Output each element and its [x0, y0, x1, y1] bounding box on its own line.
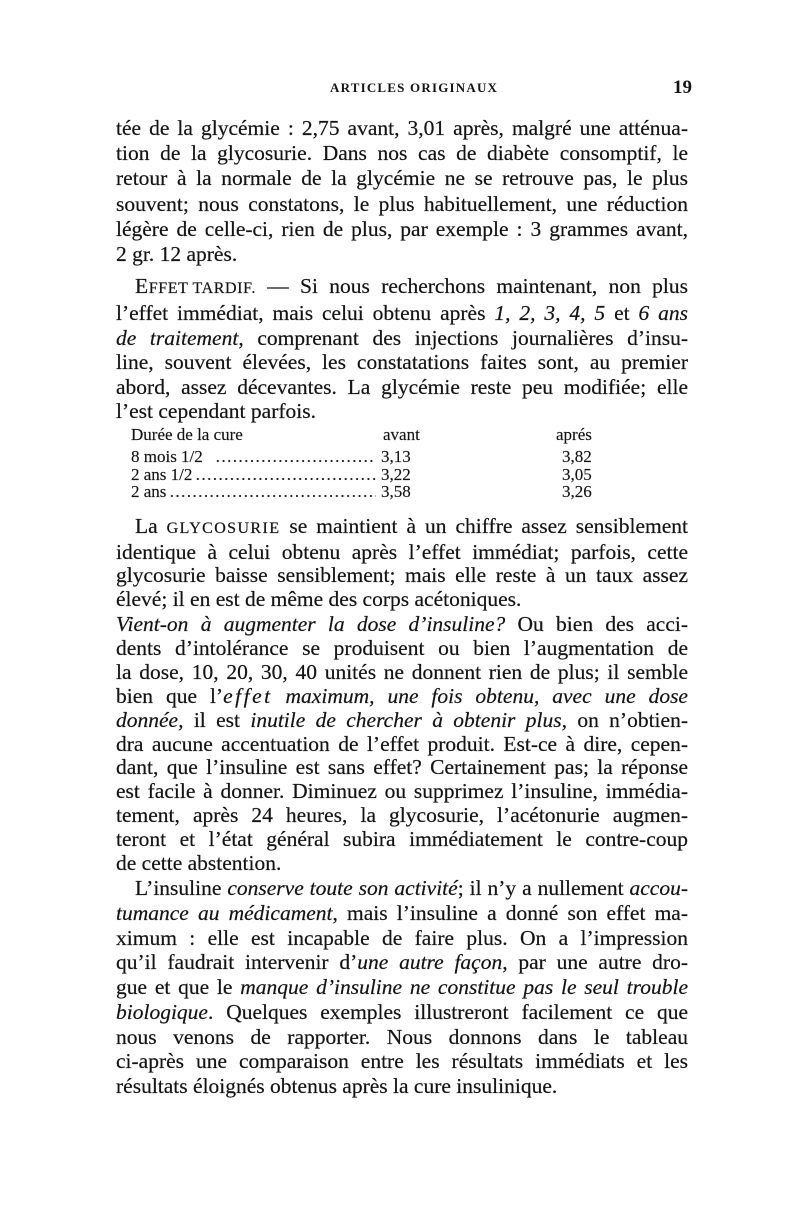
text-run: l’effet immédiat, mais celui obtenu après — [116, 301, 495, 326]
cell-duration — [131, 466, 381, 484]
cell-after: 3,05 — [562, 464, 592, 484]
table-row — [131, 466, 622, 484]
italic-text-run: 6 ans — [638, 301, 688, 326]
text-line: tement, après 24 heures, la glycosurie, l’acétonurie augmen- — [116, 803, 688, 828]
text-run: , mais l’insuline a donné son effet ma- — [332, 900, 689, 925]
dot-leader — [215, 448, 376, 466]
text-run: , comprenant des injections journalières d’insu- — [238, 325, 688, 350]
text-line: teront et l’état général subira immédiatement le contre-coup — [116, 827, 688, 852]
text-run: — Si nous recherchons maintenant, non plus — [255, 274, 688, 298]
text-line: abord, assez décevantes. La glycémie reste peu modifiée; elle — [116, 374, 688, 399]
text-line: résultats éloignés obtenus après la cure insulinique. — [116, 1074, 558, 1098]
italic-text-run: accou- — [629, 876, 688, 900]
text-line: line, souvent élevées, les constatations faites sont, au premier — [116, 350, 688, 375]
cell-before: 3,13 — [381, 447, 411, 466]
text-line: dant, que l’insuline est sans effet? Certainement pas; la réponse — [116, 755, 688, 780]
italic-text-run: manque d’insuline ne constitue pas le seul trouble — [240, 975, 688, 999]
paragraph-glycosurie — [116, 515, 688, 612]
text-line: retour à la normale de la glycémie ne se retrouve pas, le plus — [116, 166, 688, 191]
text-run: bien que l’ — [116, 683, 224, 708]
text-line — [116, 975, 688, 1000]
duration-label: 2 ans — [131, 482, 167, 501]
text-line: identique à celui obtenu après l’effet immédiat; parfois, cette — [116, 539, 688, 564]
text-line: est facile à donner. Diminuez ou supprimez l’insuline, immédia- — [116, 779, 688, 804]
text-line — [116, 876, 688, 901]
italic-text-run: biologique — [116, 999, 208, 1024]
cell-after: 3,82 — [562, 447, 592, 466]
text-line: la dose, 10, 20, 30, 40 unités ne donnent rien de plus; il semble — [116, 659, 688, 684]
text-run: se maintient à un chiffre assez sensiblement — [280, 514, 688, 538]
italic-text-run: tumance au médicament — [116, 900, 333, 925]
italic-text-run: maximum, une fois obtenu, avec une dose — [272, 683, 688, 708]
running-title: ARTICLES ORIGINAUX — [330, 80, 499, 95]
text-line: de cette abstention. — [116, 851, 282, 876]
text-run: ; il n’y a nullement — [457, 876, 630, 900]
small-caps-text-run: GLYCOSURIE — [166, 520, 281, 537]
italic-text-run: de traitement — [116, 325, 239, 350]
text-line — [116, 613, 688, 637]
cell-before: 3,22 — [381, 464, 411, 484]
text-line — [116, 709, 688, 733]
text-run: Ou bien des acci- — [505, 612, 689, 636]
text-line: 2 gr. 12 après. — [116, 242, 238, 267]
section-run-in-heading: EFFET TARDIF. — [135, 274, 256, 298]
text-line: élevé; il en est de même des corps acétoniques. — [116, 587, 522, 612]
cell-duration — [131, 483, 381, 501]
header-duration: Durée de la cure — [131, 425, 243, 444]
text-line: glycosurie baisse sensiblement; mais elle reste à un taux assez — [116, 563, 688, 588]
italic-text-run: donnée, — [116, 707, 184, 732]
text-line — [116, 950, 688, 975]
duration-label: 2 ans 1/2 — [131, 464, 193, 484]
text-line: dents d’intolérance se produisent ou bien l’augmentation de — [116, 635, 688, 660]
text-run: L’insuline — [135, 876, 228, 900]
text-run: , par une autre dro- — [502, 950, 688, 975]
text-line: nous venons de rapporter. Nous donnons dans le tableau — [116, 1024, 688, 1049]
italic-text-run: Vient-on à augmenter la dose d’insuline? — [116, 612, 506, 636]
text-run: . Quelques exemples illustreront facilement ce que — [207, 999, 688, 1024]
table-row — [131, 483, 622, 501]
text-line — [116, 301, 688, 325]
text-line — [116, 1000, 688, 1025]
italic-spaced-text-run: effet — [223, 683, 273, 708]
text-line — [116, 515, 688, 541]
text-line: dra aucune accentuation de l’effet produit. Est-ce à dire, cepen- — [116, 731, 688, 756]
text-line — [116, 274, 688, 301]
duration-label: 8 mois 1/2 — [131, 447, 203, 466]
dot-leader — [195, 466, 376, 484]
table-row — [131, 448, 622, 466]
paragraph-continuation — [116, 116, 688, 267]
text-line: tion de la glycosurie. Dans nos cas de diabète consomptif, le — [116, 141, 688, 166]
header-before: avant — [383, 425, 420, 444]
text-line — [116, 685, 688, 709]
italic-text-run: 1, 2, 3, 4, 5 — [494, 301, 606, 326]
italic-text-run: une autre façon — [357, 950, 503, 975]
text-line — [116, 901, 688, 926]
table-header — [131, 426, 622, 444]
text-line: légère de celle-ci, rien de plus, par exemple : 3 grammes avant, — [116, 216, 688, 241]
text-run: La — [135, 514, 167, 538]
text-line — [116, 326, 688, 350]
text-line: tée de la glycémie : 2,75 avant, 3,01 après, malgré une atténua- — [116, 116, 688, 140]
italic-text-run: inutile de chercher à obtenir plus, — [250, 707, 567, 732]
text-run: il est — [183, 707, 251, 732]
dot-leader — [169, 483, 376, 501]
text-line: ci-après une comparaison entre les résultats immédiats et les — [116, 1049, 688, 1074]
header-after: aprés — [556, 425, 592, 444]
text-run: gue et que le — [116, 975, 241, 999]
cell-after: 3,26 — [562, 482, 592, 501]
paragraph-activite-insuline — [116, 876, 688, 1099]
text-run: et — [605, 301, 639, 326]
text-line: l’est cependant parfois. — [116, 399, 316, 424]
paragraph-effet-tardif — [116, 274, 688, 423]
glycemia-table — [131, 426, 622, 501]
italic-text-run: conserve toute son activité — [227, 876, 458, 900]
text-run: qu’il faudrait intervenir d’ — [116, 950, 358, 975]
cell-before: 3,58 — [381, 482, 411, 501]
paragraph-dose-insuline — [116, 613, 688, 876]
page-number: 19 — [673, 77, 692, 98]
text-line: souvent; nous constatons, le plus habituellement, une réduction — [116, 191, 688, 216]
text-line: ximum : elle est incapable de faire plus. On a l’impression — [116, 925, 688, 950]
text-run: on n’obtien- — [566, 707, 688, 732]
cell-duration — [131, 448, 381, 466]
